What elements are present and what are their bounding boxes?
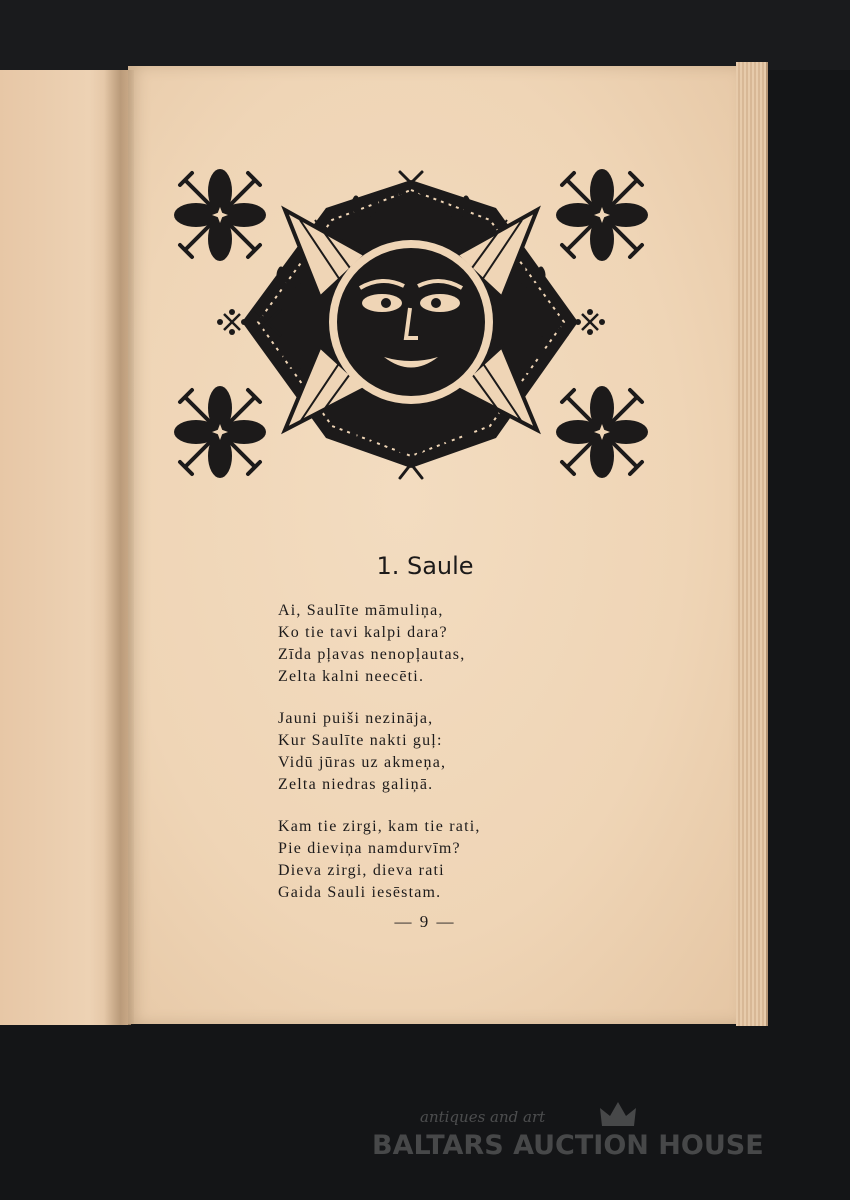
poem-line: Vidū jūras uz akmeņa, (278, 754, 447, 771)
watermark-name: BALTARS AUCTION HOUSE (372, 1130, 764, 1161)
poem-line: Gaida Sauli iesēstam. (278, 884, 442, 901)
watermark-tagline: antiques and art (420, 1108, 546, 1126)
crown-icon (598, 1100, 638, 1130)
poem-line: Kur Saulīte nakti guļ: (278, 732, 443, 749)
poem-line: Ko tie tavi kalpi dara? (278, 624, 448, 641)
poem-body (278, 600, 481, 924)
stanza-3 (278, 816, 481, 904)
stanza-2 (278, 708, 481, 796)
stanza-1 (278, 600, 481, 688)
page-number: — 9 — (394, 912, 456, 931)
poem-line: Jauni puiši nezināja, (278, 710, 434, 727)
poem-line: Zelta kalni neecēti. (278, 668, 425, 685)
poem-line: Kam tie zirgi, kam tie rati, (278, 818, 481, 835)
poem-line: Dieva zirgi, dieva rati (278, 862, 445, 879)
photo-background-top (0, 0, 850, 70)
poem-line: Zīda pļavas nenopļautas, (278, 646, 466, 663)
watermark (372, 1100, 772, 1180)
book-gutter (104, 70, 134, 1025)
poem-line: Pie dieviņa namdurvīm? (278, 840, 461, 857)
poem-line: Zelta niedras galiņā. (278, 776, 434, 793)
poem-title: 1. Saule (376, 552, 474, 580)
poem-line: Ai, Saulīte māmuliņa, (278, 602, 444, 619)
sun-face-woodcut-icon (160, 160, 660, 490)
page-edges (736, 62, 768, 1026)
